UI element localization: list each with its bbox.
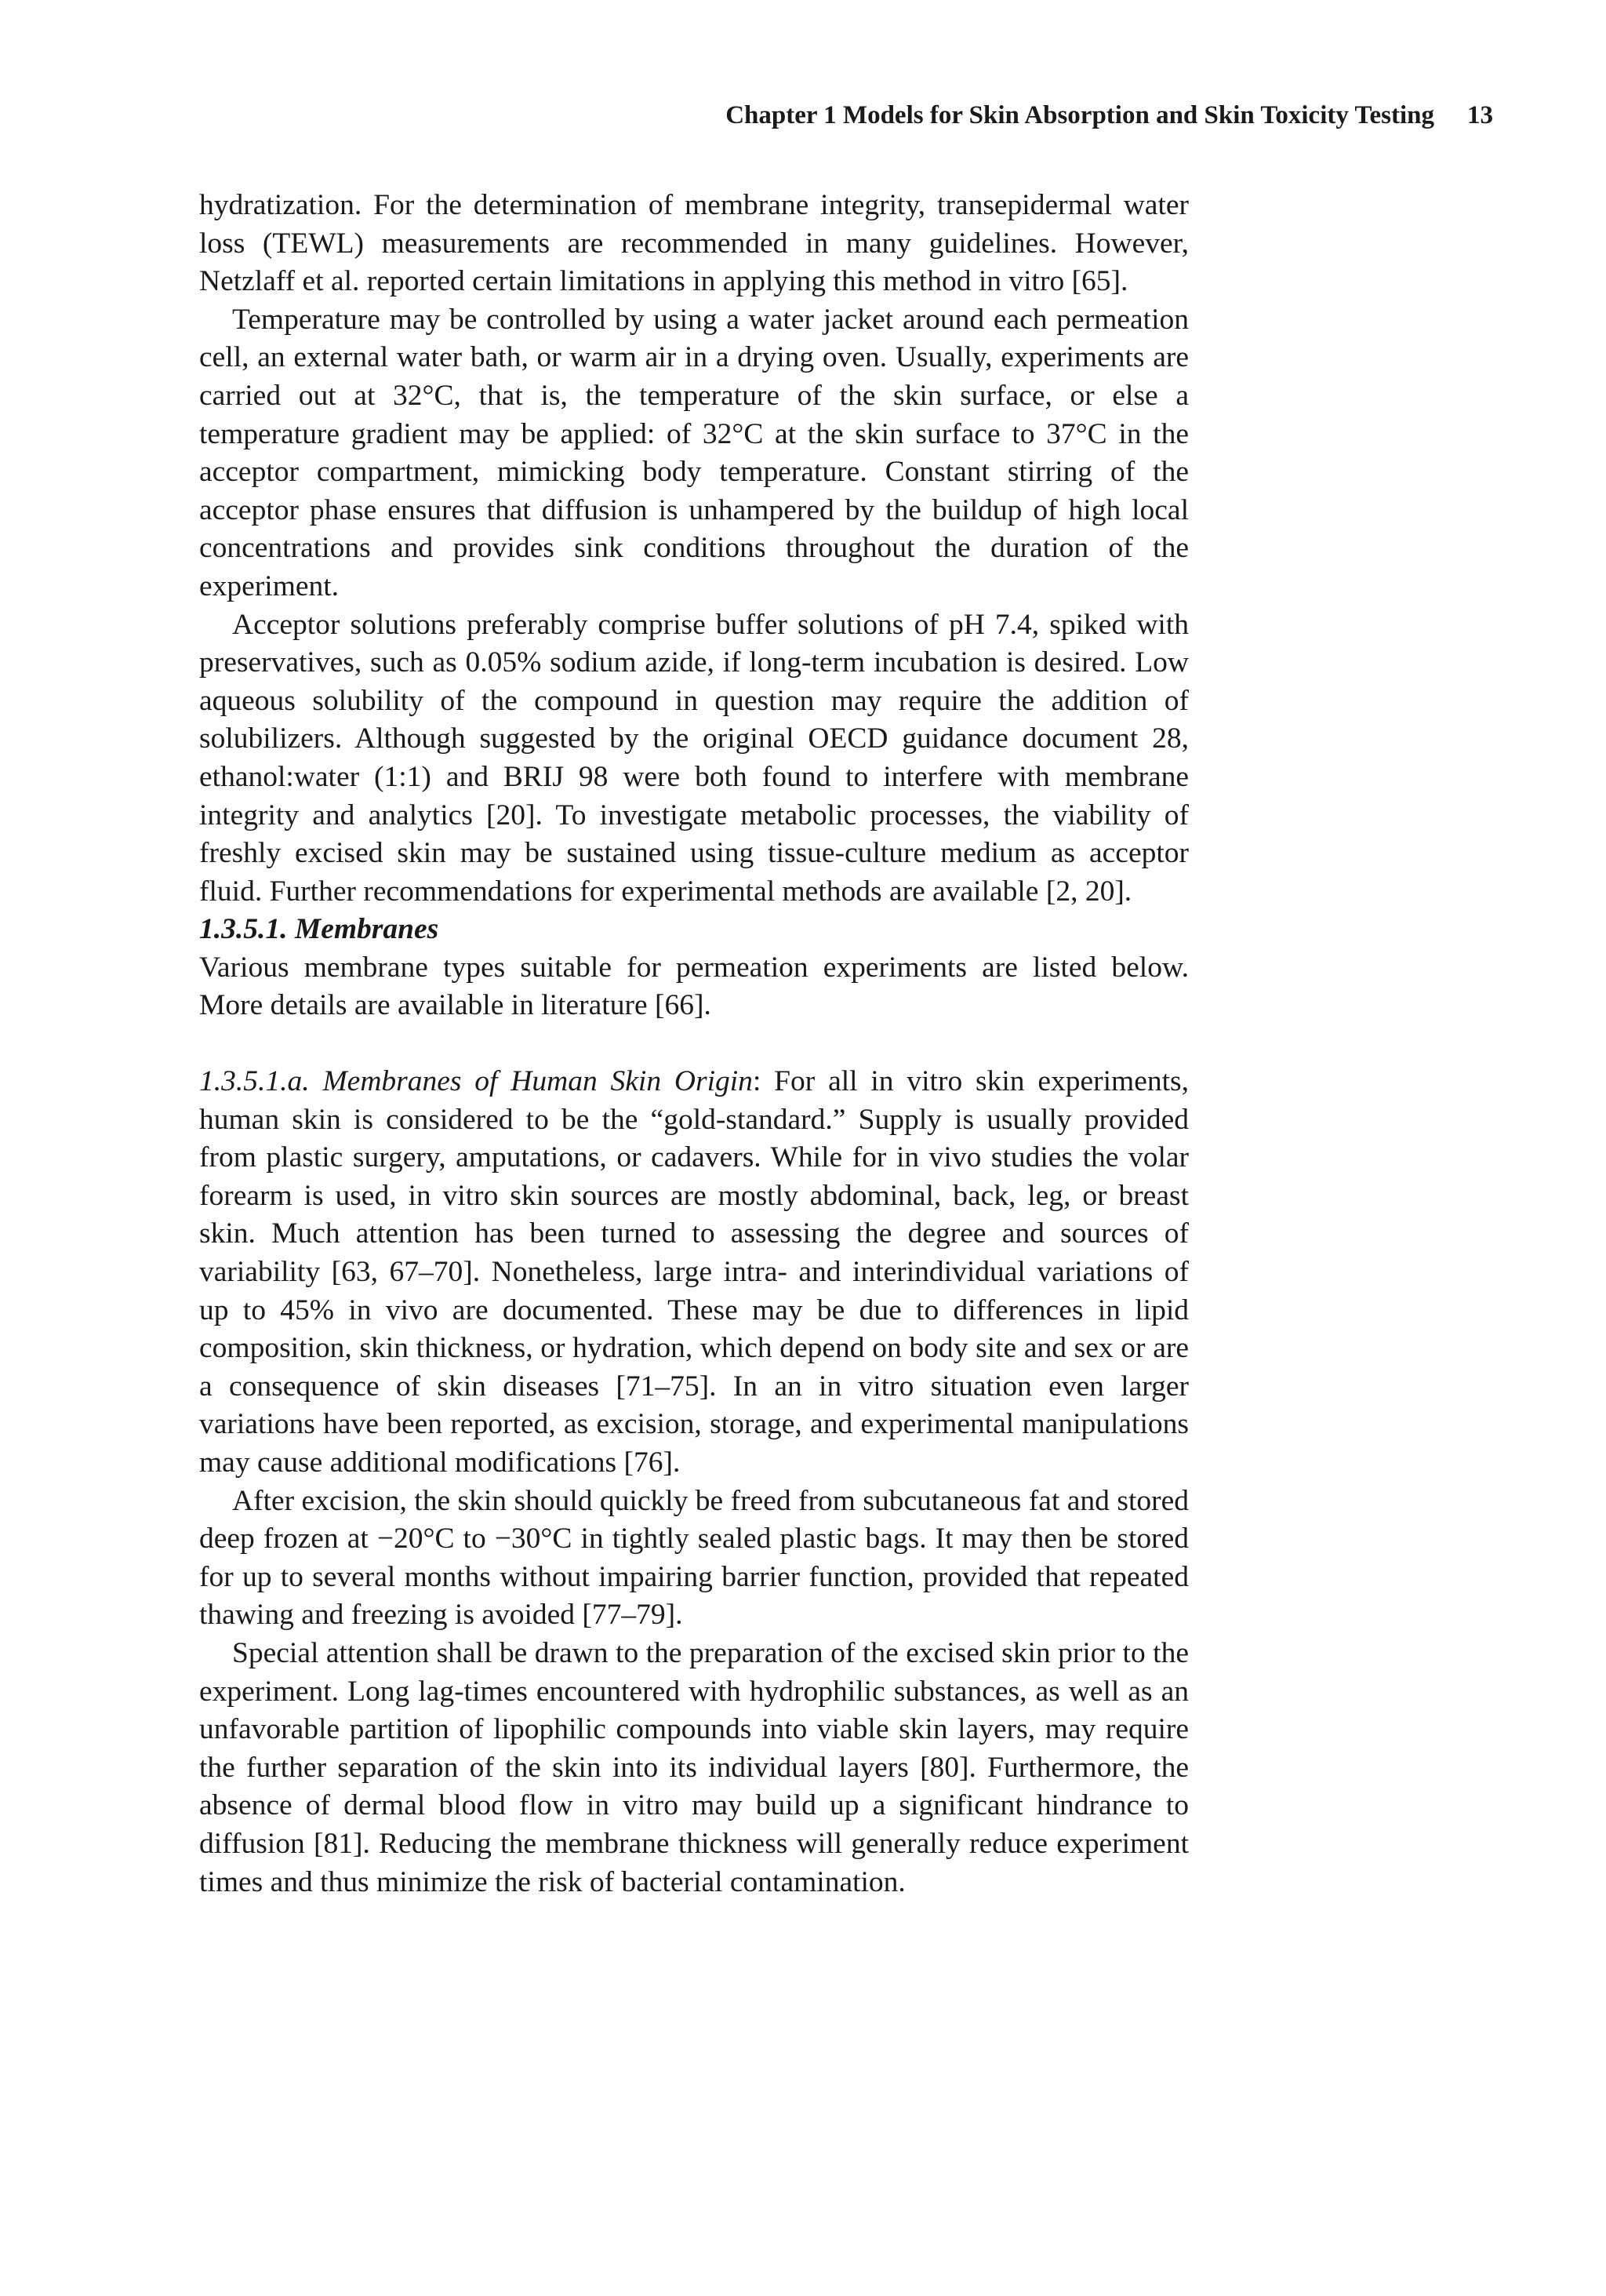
main-text [199, 187, 1189, 1901]
paragraph-7: Special attention shall be drawn to the preparation of the excised skin prior to the experiment. Long lag-times encountered with hydrophilic substances, as well as an unfavorable partition of lipophilic compounds into viable skin layers, may require the further separation of the skin into its individual layers [80]. Furthermore, the absence of dermal blood flow in vitro may build up a significant hindrance to diffusion [81]. Reducing the membrane thickness will generally reduce experiment times and thus minimize the risk of bacterial contamination. [199, 1636, 1189, 1898]
running-title: Chapter 1 Models for Skin Absorption and Skin Toxicity Testing [725, 101, 1434, 129]
page-number: 13 [1467, 101, 1493, 129]
paragraph-2: Temperature may be controlled by using a water jacket around each permeation cell, an external water bath, or warm air in a drying oven. Usually, experiments are carried out at 32°C, that is, the temperature of the skin surface, or else a temperature gradient may be applied: of 32°C at the skin surface to 37°C in the acceptor compartment, mimicking body temperature. Constant stirring of the acceptor phase ensures that diffusion is unhampered by the buildup of high local concentrations and provides sink conditions throughout the duration of the experiment. [199, 303, 1189, 602]
subsection-label: 1.3.5.1.a. Membranes of Human Skin Origin [199, 1065, 753, 1098]
running-header [199, 100, 1493, 131]
paragraph-5 [199, 1063, 1189, 1483]
paragraph-3: Acceptor solutions preferably comprise buffer solutions of pH 7.4, spiked with preservatives, such as 0.05% sodium azide, if long-term incubation is desired. Low aqueous solubility of the compound in question may require the addition of solubilizers. Although suggested by the original OECD guidance document 28, ethanol:water (1:1) and BRIJ 98 were both found to interfere with membrane integrity and analytics [20]. To investigate metabolic processes, the viability of freshly excised skin may be sustained using tissue-culture medium as acceptor fluid. Further recommendations for experimental methods are available [2, 20]. [199, 608, 1189, 908]
paragraph-5-text: : For all in vitro skin experiments, human skin is considered to be the “gold-standard.” Supply is usually provided from plastic surgery, amputations, or cadavers. While for in vivo studies the volar forearm is used, in vitro skin sources are mostly abdominal, back, leg, or breast skin. Much attention has been turned to assessing the degree and sources of variability [63, 67–70]. Nonetheless, large intra- and interindividual variations of up to 45% in vivo are documented. These may be due to differences in lipid composition, skin thickness, or hydration, which depend on body site and sex or are a consequence of skin diseases [71–75]. In an in vitro situation even larger variations have been reported, as excision, storage, and experimental manipulations may cause additional modifications [76]. [199, 1065, 1190, 1479]
paragraph-1: hydratization. For the determination of membrane integrity, transepidermal water loss (TEWL) measurements are recommended in many guidelines. However, Netzlaff et al. reported certain limitations in applying this method in vitro [65]. [199, 189, 1189, 298]
section-heading: 1.3.5.1. Membranes [199, 913, 439, 946]
paragraph-6: After excision, the skin should quickly be freed from subcutaneous fat and stored deep frozen at −20°C to −30°C in tightly sealed plastic bags. It may then be stored for up to several months without impairing barrier function, provided that repeated thawing and freezing is avoided [77–79]. [199, 1484, 1189, 1632]
paragraph-4: Various membrane types suitable for permeation experiments are listed below. More details are available in literature [66]. [199, 951, 1189, 1022]
